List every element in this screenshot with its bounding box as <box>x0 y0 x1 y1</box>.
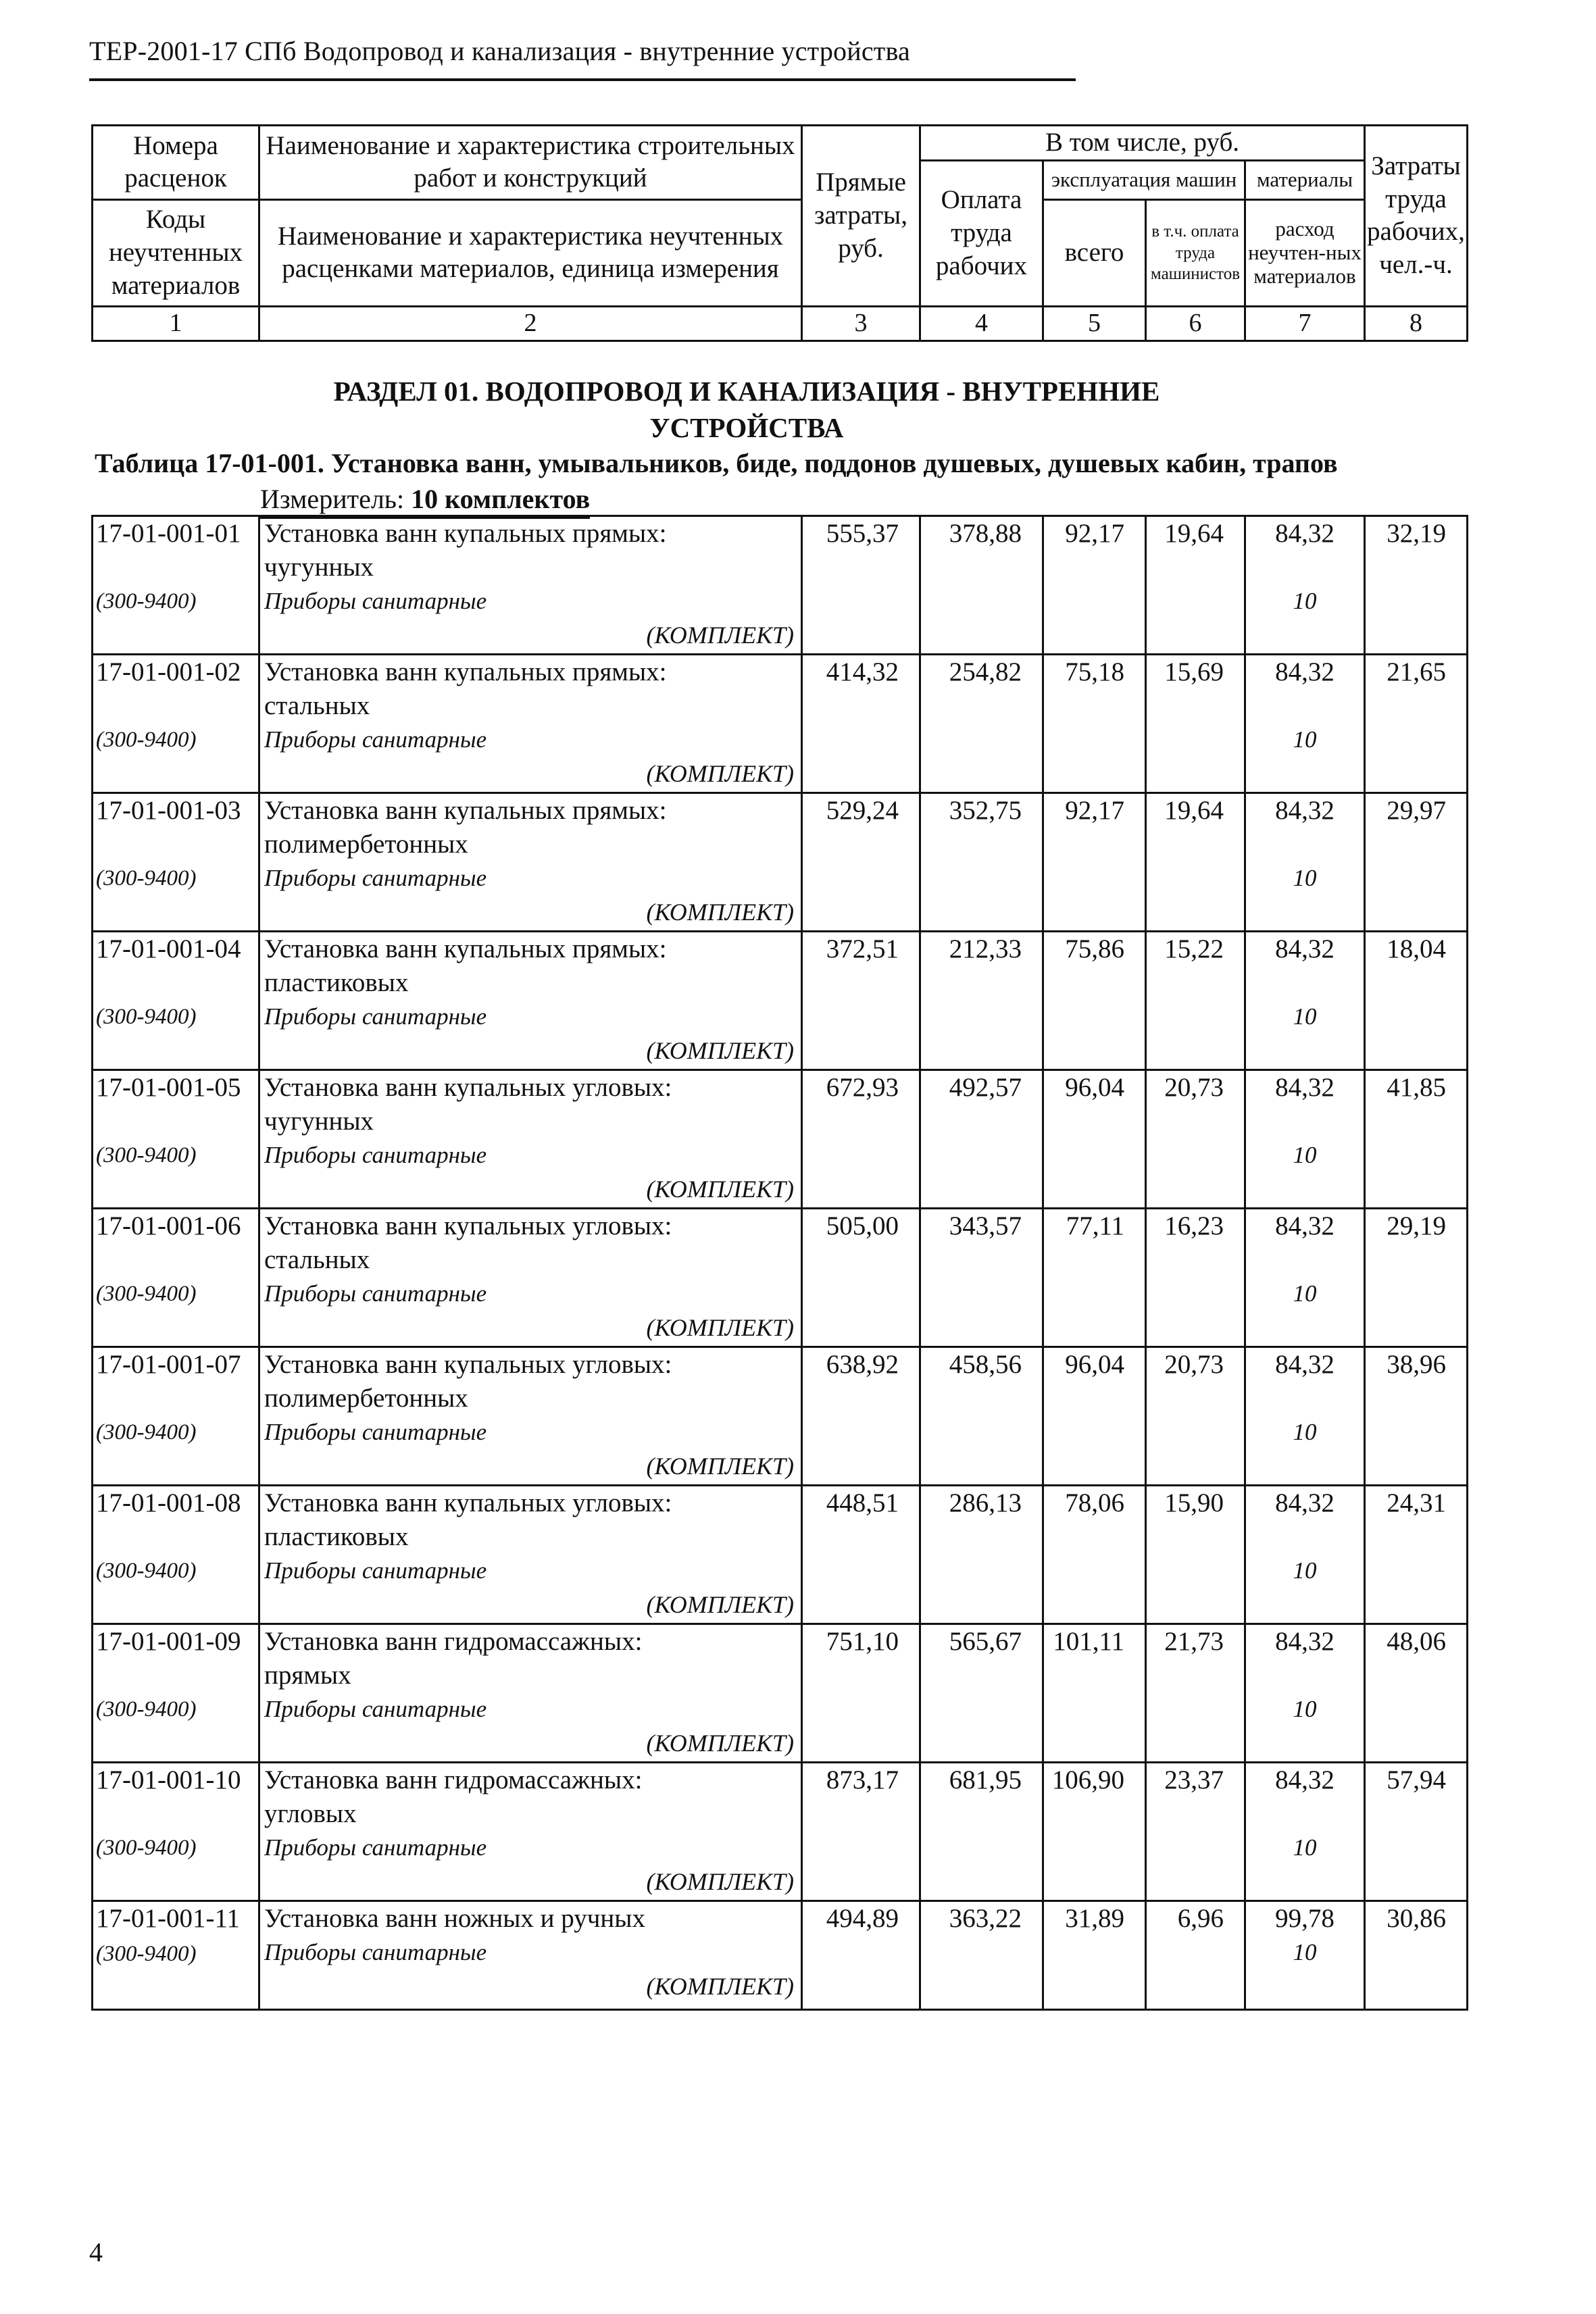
labor-cost: 57,94 <box>1365 1763 1468 1901</box>
document-header: ТЕР-2001-17 СПб Водопровод и канализация - внутренние устройства <box>89 36 910 66</box>
column-header-table <box>91 124 1468 342</box>
rate-name-detail: стальных <box>264 1245 370 1274</box>
material-code: (300-9400) <box>96 1559 197 1583</box>
material-unit: (КОМПЛЕКТ) <box>646 622 794 649</box>
material-unit: (КОМПЛЕКТ) <box>646 1591 794 1618</box>
labor-cost: 24,31 <box>1365 1486 1468 1624</box>
rate-code: 17-01-001-04 <box>96 934 241 963</box>
rate-code-cell <box>93 1209 259 1347</box>
material-code: (300-9400) <box>96 1697 197 1721</box>
direct-cost: 529,24 <box>802 793 920 932</box>
labor-cost: 18,04 <box>1365 932 1468 1070</box>
labor-cost: 38,96 <box>1365 1347 1468 1486</box>
operator-wage: 15,22 <box>1146 932 1245 1070</box>
section-title-line2: УСТРОЙСТВА <box>649 412 844 443</box>
material-quantity: 10 <box>1293 1280 1317 1307</box>
material-name: Приборы санитарные <box>264 1142 487 1168</box>
rates-table <box>91 515 1468 2011</box>
rate-description-cell <box>259 1209 802 1347</box>
materials-cost: 84,32 <box>1275 934 1335 963</box>
col4-header: Оплата труда рабочих <box>920 160 1043 306</box>
materials-cost-cell <box>1245 655 1365 793</box>
material-name: Приборы санитарные <box>264 1696 487 1722</box>
materials-header: материалы <box>1245 160 1365 199</box>
col-number-1: 1 <box>93 306 259 341</box>
header-rule <box>89 78 1076 81</box>
rate-code-cell <box>93 655 259 793</box>
materials-cost-cell <box>1245 1763 1365 1901</box>
table-title <box>95 447 1338 479</box>
material-quantity: 10 <box>1293 588 1317 614</box>
material-quantity: 10 <box>1293 726 1317 753</box>
rate-code-cell <box>93 1763 259 1901</box>
rate-code-cell <box>93 1901 259 2010</box>
material-unit: (КОМПЛЕКТ) <box>646 1453 794 1480</box>
rate-code: 17-01-001-09 <box>96 1627 241 1656</box>
rate-description-cell <box>259 516 802 655</box>
rate-name-detail: угловых <box>264 1799 357 1828</box>
rate-name-detail: полимербетонных <box>264 830 468 859</box>
machine-cost: 96,04 <box>1043 1347 1146 1486</box>
material-name: Приборы санитарные <box>264 1280 487 1307</box>
col5-header: всего <box>1043 199 1146 306</box>
materials-cost: 84,32 <box>1275 519 1335 548</box>
operator-wage: 23,37 <box>1146 1763 1245 1901</box>
rate-name: Установка ванн купальных угловых: <box>264 1211 672 1240</box>
labor-cost: 30,86 <box>1365 1901 1468 2010</box>
rate-name: Установка ванн гидромассажных: <box>264 1627 643 1656</box>
rate-code-cell <box>93 1347 259 1486</box>
col2-header-top: Наименование и характеристика строительных работ и конструкций <box>259 126 802 200</box>
rate-name: Установка ванн купальных прямых: <box>264 796 667 825</box>
col-number-6: 6 <box>1146 306 1245 341</box>
material-name: Приборы санитарные <box>264 1003 487 1030</box>
rate-code: 17-01-001-08 <box>96 1488 241 1517</box>
machine-cost: 92,17 <box>1043 793 1146 932</box>
col1-header-bottom: Коды неучтенных материалов <box>93 199 259 306</box>
rate-name-detail: пластиковых <box>264 1522 409 1551</box>
machine-cost: 75,86 <box>1043 932 1146 1070</box>
table-row <box>93 1901 1468 2010</box>
col-number-8: 8 <box>1365 306 1468 341</box>
materials-cost-cell <box>1245 1070 1365 1209</box>
machine-cost: 92,17 <box>1043 516 1146 655</box>
table-row <box>93 932 1468 1070</box>
material-unit: (КОМПЛЕКТ) <box>646 1973 794 2000</box>
labor-cost: 41,85 <box>1365 1070 1468 1209</box>
material-code: (300-9400) <box>96 866 197 890</box>
direct-cost: 505,00 <box>802 1209 920 1347</box>
material-name: Приборы санитарные <box>264 865 487 891</box>
materials-cost: 84,32 <box>1275 1350 1335 1379</box>
operator-wage: 15,90 <box>1146 1486 1245 1624</box>
materials-cost-cell <box>1245 1347 1365 1486</box>
material-unit: (КОМПЛЕКТ) <box>646 1314 794 1341</box>
materials-cost-cell <box>1245 516 1365 655</box>
labor-cost: 48,06 <box>1365 1624 1468 1763</box>
direct-cost: 448,51 <box>802 1486 920 1624</box>
machine-cost: 96,04 <box>1043 1070 1146 1209</box>
rate-description-cell <box>259 655 802 793</box>
rate-description-cell <box>259 1486 802 1624</box>
material-code: (300-9400) <box>96 1836 197 1860</box>
col-number-7: 7 <box>1245 306 1365 341</box>
rate-description-cell <box>259 932 802 1070</box>
wage-cost: 492,57 <box>920 1070 1043 1209</box>
rate-code: 17-01-001-07 <box>96 1350 241 1379</box>
materials-cost-cell <box>1245 932 1365 1070</box>
operator-wage: 19,64 <box>1146 793 1245 932</box>
machine-cost: 75,18 <box>1043 655 1146 793</box>
wage-cost: 343,57 <box>920 1209 1043 1347</box>
material-unit: (КОМПЛЕКТ) <box>646 1730 794 1757</box>
col1-header-top: Номера расценок <box>93 126 259 200</box>
table-row <box>93 1763 1468 1901</box>
material-name: Приборы санитарные <box>264 1419 487 1445</box>
rate-name-detail: прямых <box>264 1661 351 1690</box>
rate-code-cell <box>93 1624 259 1763</box>
material-quantity: 10 <box>1293 1003 1317 1030</box>
rate-name-detail: чугунных <box>264 553 374 582</box>
labor-cost: 29,19 <box>1365 1209 1468 1347</box>
rate-name-detail: полимербетонных <box>264 1384 468 1413</box>
material-name: Приборы санитарные <box>264 1939 487 1965</box>
operator-wage: 6,96 <box>1146 1901 1245 2010</box>
direct-cost: 555,37 <box>802 516 920 655</box>
measure-line <box>260 483 590 519</box>
material-quantity: 10 <box>1293 1419 1317 1445</box>
operator-wage: 15,69 <box>1146 655 1245 793</box>
material-code: (300-9400) <box>96 1942 197 1966</box>
table-row <box>93 1347 1468 1486</box>
direct-cost: 414,32 <box>802 655 920 793</box>
machine-cost: 101,11 <box>1043 1624 1146 1763</box>
material-quantity: 10 <box>1293 1142 1317 1168</box>
col6-header: в т.ч. оплата труда машинистов <box>1146 199 1245 306</box>
col-number-3: 3 <box>802 306 920 341</box>
wage-cost: 254,82 <box>920 655 1043 793</box>
machines-header: эксплуатация машин <box>1043 160 1245 199</box>
labor-cost: 21,65 <box>1365 655 1468 793</box>
materials-cost-cell <box>1245 1209 1365 1347</box>
direct-cost: 638,92 <box>802 1347 920 1486</box>
col-number-4: 4 <box>920 306 1043 341</box>
wage-cost: 363,22 <box>920 1901 1043 2010</box>
rate-name: Установка ванн купальных прямых: <box>264 934 667 963</box>
rate-description-cell <box>259 1070 802 1209</box>
material-name: Приборы санитарные <box>264 1834 487 1861</box>
rate-name-detail: стальных <box>264 691 370 720</box>
direct-cost: 751,10 <box>802 1624 920 1763</box>
section-title-line1: РАЗДЕЛ 01. ВОДОПРОВОД И КАНАЛИЗАЦИЯ - ВНУТРЕННИЕ <box>333 376 1160 407</box>
rate-name: Установка ванн ножных и ручных <box>264 1904 645 1933</box>
operator-wage: 20,73 <box>1146 1347 1245 1486</box>
rate-code: 17-01-001-02 <box>96 657 241 686</box>
rate-description-cell <box>259 1763 802 1901</box>
rate-name: Установка ванн гидромассажных: <box>264 1765 643 1794</box>
materials-cost: 84,32 <box>1275 657 1335 686</box>
table-title-label: Таблица 17-01-001. <box>95 448 324 478</box>
rate-code: 17-01-001-11 <box>96 1904 241 1933</box>
material-unit: (КОМПЛЕКТ) <box>646 1037 794 1064</box>
material-name: Приборы санитарные <box>264 726 487 753</box>
material-unit: (КОМПЛЕКТ) <box>646 1176 794 1203</box>
rate-code-cell <box>93 1486 259 1624</box>
operator-wage: 21,73 <box>1146 1624 1245 1763</box>
rate-code-cell <box>93 516 259 655</box>
rate-description-cell <box>259 1901 802 2010</box>
materials-cost: 99,78 <box>1275 1904 1335 1933</box>
material-code: (300-9400) <box>96 1143 197 1167</box>
materials-cost: 84,32 <box>1275 1488 1335 1517</box>
rate-name: Установка ванн купальных прямых: <box>264 657 667 686</box>
col7-header: расход неучтен-ных материалов <box>1245 199 1365 306</box>
rate-description-cell <box>259 793 802 932</box>
table-row <box>93 516 1468 655</box>
rate-name: Установка ванн купальных угловых: <box>264 1073 672 1102</box>
col-number-2: 2 <box>259 306 802 341</box>
rate-description-cell <box>259 1624 802 1763</box>
table-row <box>93 1624 1468 1763</box>
material-quantity: 10 <box>1293 1557 1317 1584</box>
machine-cost: 78,06 <box>1043 1486 1146 1624</box>
direct-cost: 873,17 <box>802 1763 920 1901</box>
material-code: (300-9400) <box>96 728 197 752</box>
rate-code: 17-01-001-03 <box>96 796 241 825</box>
material-quantity: 10 <box>1293 1939 1317 1965</box>
rate-name: Установка ванн купальных прямых: <box>264 519 667 548</box>
material-unit: (КОМПЛЕКТ) <box>646 760 794 787</box>
material-name: Приборы санитарные <box>264 1557 487 1584</box>
wage-cost: 378,88 <box>920 516 1043 655</box>
labor-cost: 29,97 <box>1365 793 1468 932</box>
operator-wage: 19,64 <box>1146 516 1245 655</box>
wage-cost: 286,13 <box>920 1486 1043 1624</box>
wage-cost: 458,56 <box>920 1347 1043 1486</box>
materials-cost: 84,32 <box>1275 796 1335 825</box>
page-number: 4 <box>89 2237 103 2267</box>
materials-cost-cell <box>1245 1486 1365 1624</box>
labor-cost: 32,19 <box>1365 516 1468 655</box>
operator-wage: 20,73 <box>1146 1070 1245 1209</box>
wage-cost: 565,67 <box>920 1624 1043 1763</box>
materials-cost: 84,32 <box>1275 1211 1335 1240</box>
material-unit: (КОМПЛЕКТ) <box>646 1868 794 1895</box>
col2-header-bottom: Наименование и характеристика неучтенных расценками материалов, единица измерения <box>259 199 802 306</box>
rate-code: 17-01-001-06 <box>96 1211 241 1240</box>
col-number-5: 5 <box>1043 306 1146 341</box>
incl-header: В том числе, руб. <box>920 126 1365 161</box>
material-unit: (КОМПЛЕКТ) <box>646 899 794 926</box>
direct-cost: 494,89 <box>802 1901 920 2010</box>
rate-code-cell <box>93 1070 259 1209</box>
machine-cost: 106,90 <box>1043 1763 1146 1901</box>
rate-name: Установка ванн купальных угловых: <box>264 1350 672 1379</box>
material-name: Приборы санитарные <box>264 588 487 614</box>
table-row <box>93 655 1468 793</box>
wage-cost: 681,95 <box>920 1763 1043 1901</box>
machine-cost: 77,11 <box>1043 1209 1146 1347</box>
rate-code: 17-01-001-01 <box>96 519 241 548</box>
rate-description-cell <box>259 1347 802 1486</box>
materials-cost-cell <box>1245 1624 1365 1763</box>
direct-cost: 372,51 <box>802 932 920 1070</box>
materials-cost: 84,32 <box>1275 1765 1335 1794</box>
rate-name: Установка ванн купальных угловых: <box>264 1488 672 1517</box>
operator-wage: 16,23 <box>1146 1209 1245 1347</box>
material-code: (300-9400) <box>96 589 197 613</box>
measure-label: Измеритель: <box>260 484 405 514</box>
rate-name-detail: чугунных <box>264 1107 374 1136</box>
col3-header: Прямые затраты, руб. <box>802 126 920 307</box>
table-row <box>93 1070 1468 1209</box>
material-code: (300-9400) <box>96 1420 197 1444</box>
materials-cost-cell <box>1245 793 1365 932</box>
material-quantity: 10 <box>1293 865 1317 891</box>
materials-cost: 84,32 <box>1275 1073 1335 1102</box>
table-row <box>93 1486 1468 1624</box>
wage-cost: 352,75 <box>920 793 1043 932</box>
material-code: (300-9400) <box>96 1282 197 1306</box>
table-row <box>93 793 1468 932</box>
table-row <box>93 1209 1468 1347</box>
direct-cost: 672,93 <box>802 1070 920 1209</box>
materials-cost: 84,32 <box>1275 1627 1335 1656</box>
rate-name-detail: пластиковых <box>264 968 409 997</box>
rate-code: 17-01-001-05 <box>96 1073 241 1102</box>
materials-cost-cell <box>1245 1901 1365 2010</box>
measure-value: 10 комплектов <box>411 484 591 514</box>
rate-code: 17-01-001-10 <box>96 1765 241 1794</box>
material-quantity: 10 <box>1293 1834 1317 1861</box>
material-quantity: 10 <box>1293 1696 1317 1722</box>
rate-code-cell <box>93 932 259 1070</box>
wage-cost: 212,33 <box>920 932 1043 1070</box>
rate-code-cell <box>93 793 259 932</box>
machine-cost: 31,89 <box>1043 1901 1146 2010</box>
col8-header: Затраты труда рабочих, чел.-ч. <box>1365 126 1468 307</box>
material-code: (300-9400) <box>96 1005 197 1029</box>
table-title-text: Установка ванн, умывальников, биде, поддонов душевых, душевых кабин, трапов <box>330 448 1338 478</box>
